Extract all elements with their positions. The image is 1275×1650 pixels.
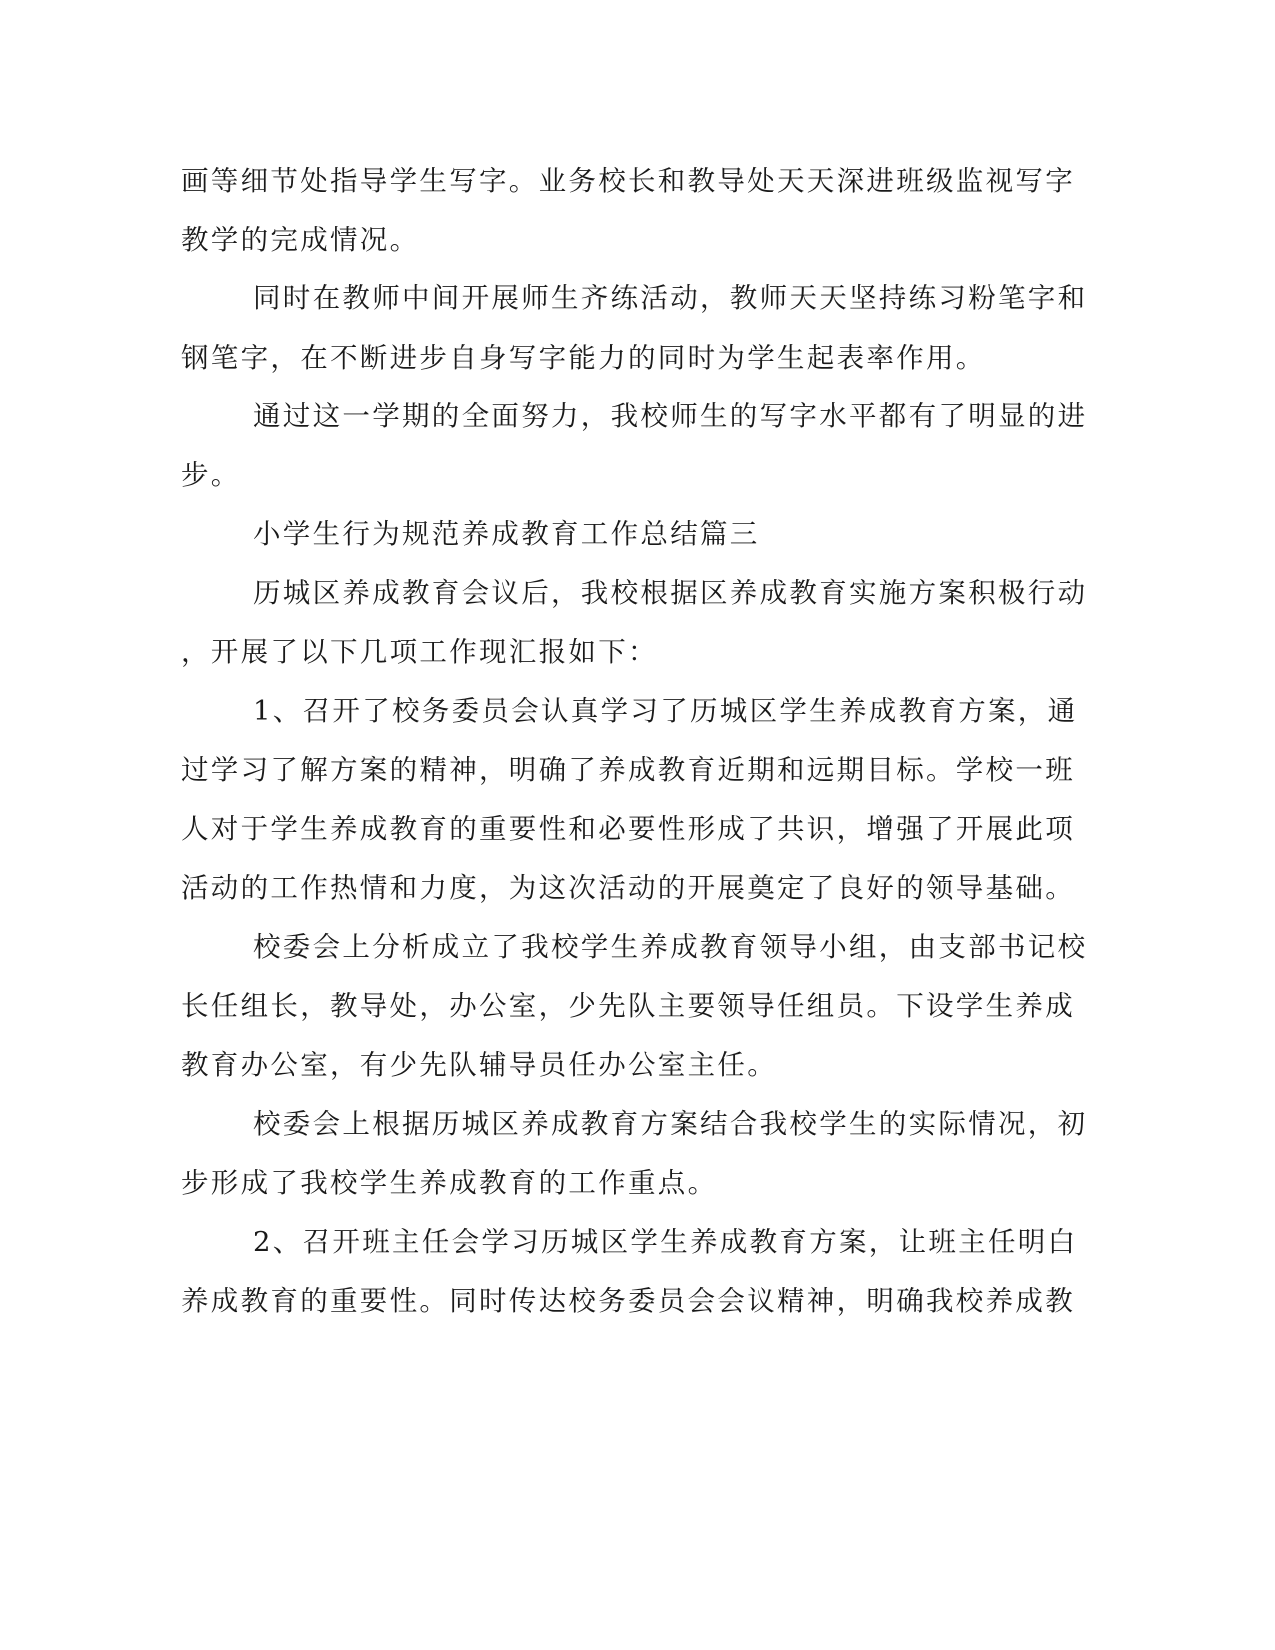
- section-heading: 小学生行为规范养成教育工作总结篇三: [253, 518, 760, 550]
- text-line-18: 步形成了我校学生养成教育的工作重点。: [181, 1167, 718, 1199]
- text-line-15: 长任组长，教导处，办公室，少先队主要领导任组员。下设学生养成: [181, 990, 1075, 1022]
- text-line-17: 校委会上根据历城区养成教育方案结合我校学生的实际情况，初: [253, 1108, 1088, 1140]
- text-line-14: 校委会上分析成立了我校学生养成教育领导小组，由支部书记校: [253, 931, 1088, 963]
- text-line-12: 人对于学生养成教育的重要性和必要性形成了共识，增强了开展此项: [181, 813, 1075, 845]
- text-line-19: 2、召开班主任会学习历城区学生养成教育方案，让班主任明白: [253, 1226, 1078, 1258]
- text-line-11: 过学习了解方案的精神，明确了养成教育近期和远期目标。学校一班: [181, 754, 1075, 786]
- text-line-10: 1、召开了校务委员会认真学习了历城区学生养成教育方案，通: [253, 695, 1078, 727]
- text-line-9: ，开展了以下几项工作现汇报如下：: [181, 636, 658, 668]
- text-line-16: 教育办公室，有少先队辅导员任办公室主任。: [181, 1049, 777, 1081]
- text-line-3: 同时在教师中间开展师生齐练活动，教师天天坚持练习粉笔字和: [253, 282, 1088, 314]
- text-line-1: 画等细节处指导学生写字。业务校长和教导处天天深进班级监视写字: [181, 165, 1075, 197]
- text-line-13: 活动的工作热情和力度，为这次活动的开展奠定了良好的领导基础。: [181, 872, 1075, 904]
- text-line-2: 教学的完成情况。: [181, 224, 420, 256]
- text-line-5: 通过这一学期的全面努力，我校师生的写字水平都有了明显的进: [253, 400, 1088, 432]
- text-line-4: 钢笔字，在不断进步自身写字能力的同时为学生起表率作用。: [181, 342, 986, 374]
- text-line-6: 步。: [181, 459, 241, 491]
- text-line-20: 养成教育的重要性。同时传达校务委员会会议精神，明确我校养成教: [181, 1285, 1075, 1317]
- text-line-8: 历城区养成教育会议后，我校根据区养成教育实施方案积极行动: [253, 577, 1088, 609]
